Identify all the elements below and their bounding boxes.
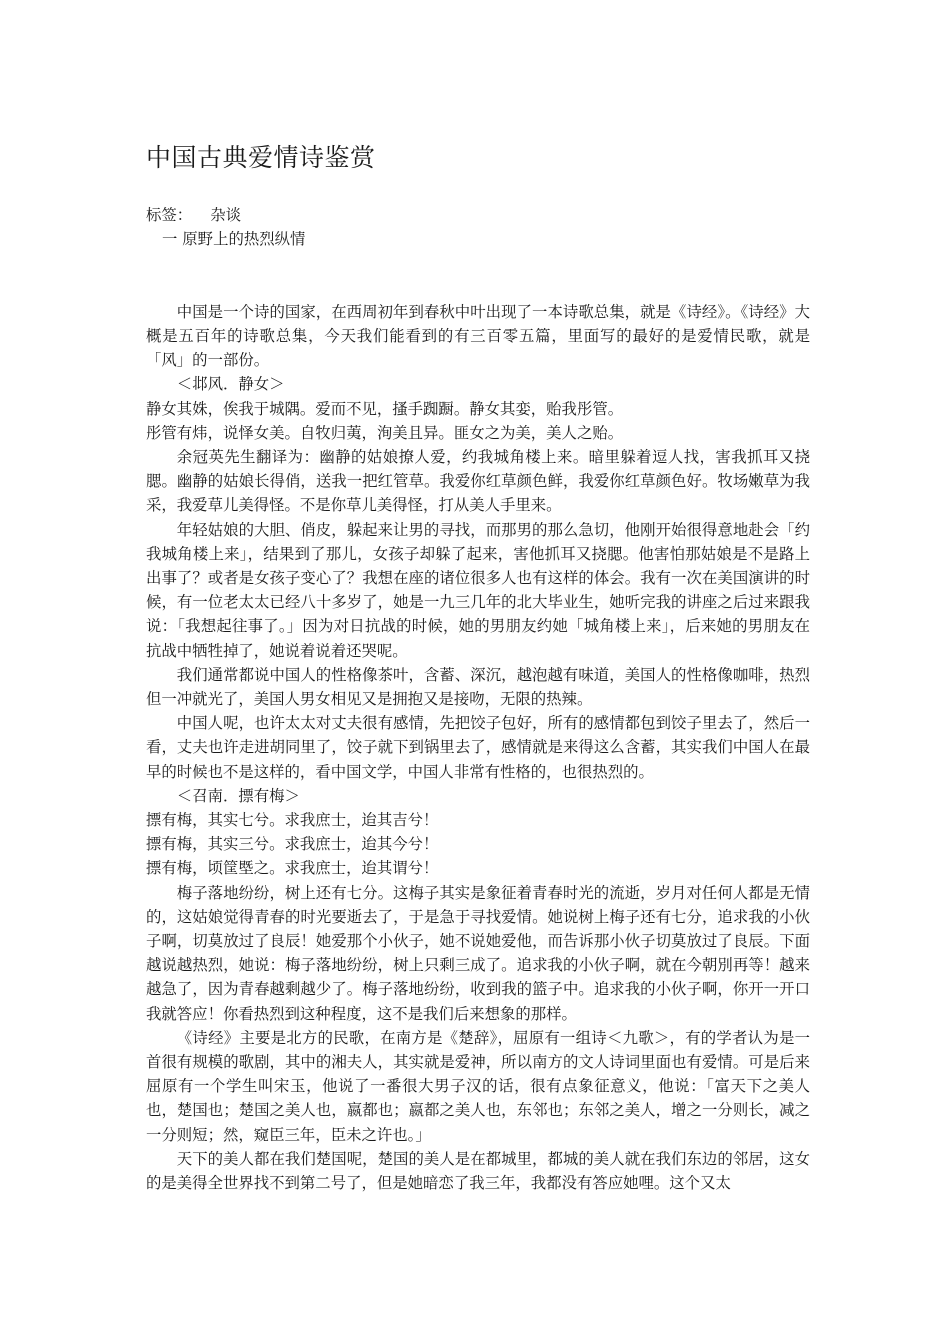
spacer <box>146 276 810 300</box>
tag-value[interactable]: 杂谈 <box>210 206 241 224</box>
tag-label: 标签： <box>146 206 193 224</box>
paragraph: 年轻姑娘的大胆、俏皮，躲起来让男的寻找，而那男的那么急切，他刚开始很得意地赴会「约我城角楼上来」，结果到了那儿，女孩子却躲了起来，害他抓耳又挠腮。他害怕那姑娘是不是路上出事了？或者是女孩子变心了？我想在座的诸位很多人也有这样的体会。我有一次在美国演讲的时候，有一位老太太已经八十多岁了，她是一九三几年的北大毕业生，她听完我的讲座之后过来跟我说：「我想起往事了。」因为对日抗战的时候，她的男朋友约她「城角楼上来」，后来她的男朋友在抗战中牺牲掉了，她说着说着还哭呢。 <box>146 520 810 660</box>
tag-line <box>146 203 810 227</box>
paragraph: 梅子落地纷纷，树上还有七分。这梅子其实是象征着青春时光的流逝，岁月对任何人都是无情的，这姑娘觉得青春的时光要逝去了，于是急于寻找爱情。她说树上梅子还有七分，追求我的小伙子啊，切莫放过了良辰！她爱那个小伙子，她不说她爱他，而告诉那小伙子切莫放过了良辰。下面越说越热烈，她说：梅子落地纷纷，树上只剩三成了。追求我的小伙子啊，就在今朝別再等！越来越急了，因为青春越剩越少了。梅子落地纷纷，收到我的篮子中。追求我的小伙子啊，你开一开口我就答应！你看热烈到这种程度，这不是我们后来想象的那样。 <box>146 883 810 1023</box>
poem-line: 摽有梅，其实三兮。求我庶士，迨其今兮！ <box>146 835 439 854</box>
paragraph: 我们通常都说中国人的性格像茶叶，含蓄、深沉，越泡越有味道，美国人的性格像咖啡，热烈但一冲就光了，美国人男女相见又是拥抱又是接吻，无限的热辣。 <box>146 665 810 709</box>
paragraph: 中国是一个诗的国家，在西周初年到春秋中叶出现了一本诗歌总集，就是《诗经》。《诗经》大概是五百年的诗歌总集，今天我们能看到的有三百零五篇，里面写的最好的是爱情民歌，就是「风」的一部份。 <box>146 302 810 370</box>
poem-line: 摽有梅，其实七兮。求我庶士，迨其吉兮！ <box>146 811 439 830</box>
paragraph: 中国人呢，也许太太对丈夫很有感情，先把饺子包好，所有的感情都包到饺子里去了，然后一看，丈夫也许走进胡同里了，饺子就下到锅里去了，感情就是来得这么含蓄，其实我们中国人在最早的时候也不是这样的，看中国文学，中国人非常有性格的，也很热烈的。 <box>146 714 810 781</box>
paragraph: 《诗经》主要是北方的民歌，在南方是《楚辞》，屈原有一组诗＜九歌＞，有的学者认为是一首很有规模的歌剧，其中的湘夫人，其实就是爱神，所以南方的文人诗词里面也有爱情。可是后来屈原有一个学生叫宋玉，他说了一番很大男子汉的话，很有点象征意义，他说：「富天下之美人也，楚国也；楚国之美人也，嬴都也；嬴都之美人也，东邻也；东邻之美人，增之一分则长，减之一分则短；然，窥臣三年，臣未之许也。」 <box>146 1028 810 1144</box>
page-title: 中国古典爱情诗鉴赏 <box>146 143 376 172</box>
paragraph: 天下的美人都在我们楚国呢，楚国的美人是在都城里，都城的美人就在我们东边的邻居，这女的是美得全世界找不到第二号了，但是她暗恋了我三年，我都没有答应她哩。这个又太 <box>146 1149 810 1193</box>
poem-line: 彤管有炜，说怿女美。自牧归荑，洵美且异。匪女之为美，美人之贻。 <box>146 423 624 442</box>
spacer <box>146 251 810 275</box>
poem-line: 摽有梅，顷筐塈之。求我庶士，迨其谓兮！ <box>146 859 439 878</box>
poem-title: ＜召南．摽有梅＞ <box>176 786 300 805</box>
paragraph: 余冠英先生翻译为：幽静的姑娘撩人爱，约我城角楼上来。暗里躲着逗人找，害我抓耳又挠腮。幽静的姑娘长得俏，送我一把红管草。我爱你红草颜色鲜，我爱你红草颜色好。牧场嫩草为我采，我爱草儿美得怪。不是你草儿美得怪，打从美人手里来。 <box>146 448 810 515</box>
poem-title: ＜邶风．静女＞ <box>176 375 285 394</box>
article-body <box>146 203 810 1195</box>
section-heading: 一 原野上的热烈纵情 <box>162 230 306 249</box>
poem-line: 静女其姝，俟我于城隅。爱而不见，搔手踟蹰。静女其娈，贻我彤管。 <box>146 399 624 418</box>
